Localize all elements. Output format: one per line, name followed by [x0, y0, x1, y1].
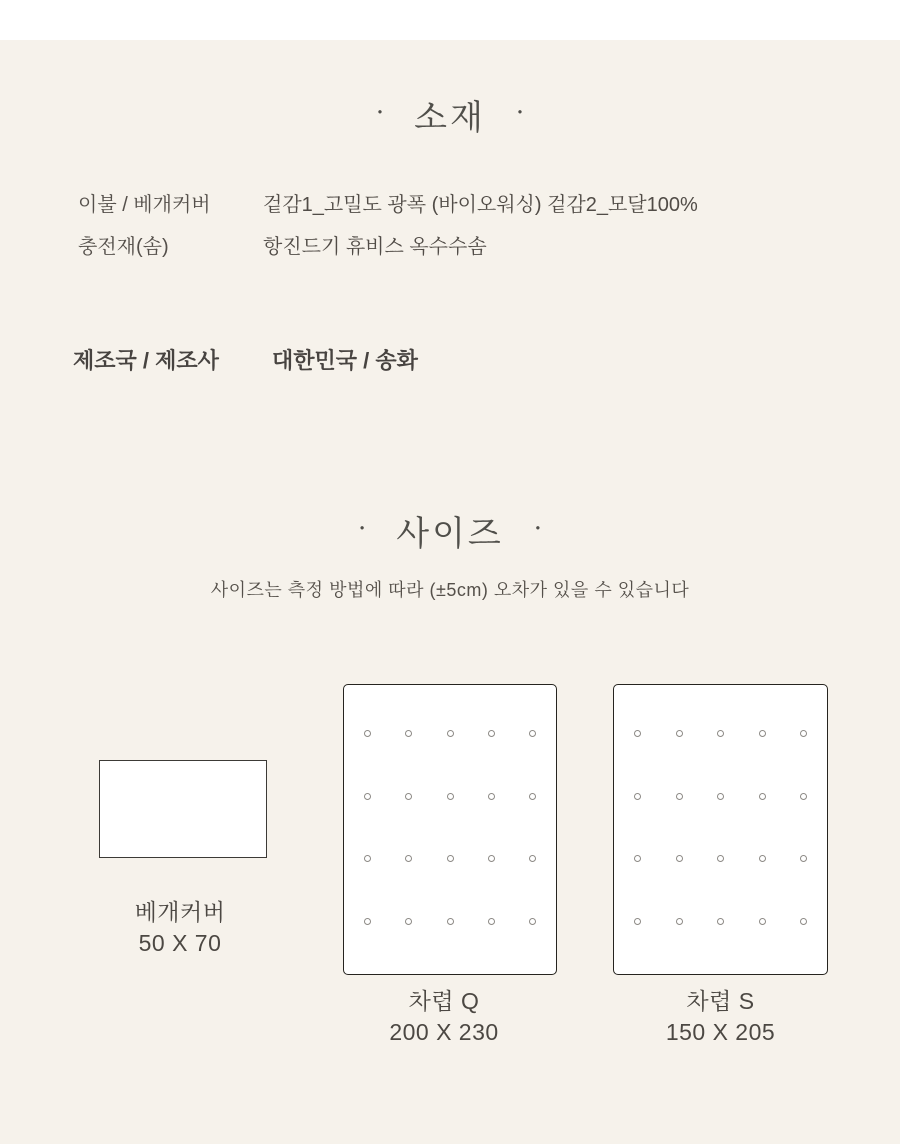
- quilt-dot: [364, 855, 371, 862]
- comforter-s-label: [613, 986, 828, 1048]
- quilt-dot: [759, 793, 766, 800]
- quilt-dot: [676, 855, 683, 862]
- quilt-dot: [529, 855, 536, 862]
- quilt-dot-row: [364, 793, 536, 800]
- spec-value: 항진드기 휴비스 옥수수솜: [263, 236, 487, 258]
- spec-row-filling: [78, 232, 840, 263]
- quilt-dot: [800, 793, 807, 800]
- title-dot-left: ·: [357, 513, 367, 544]
- quilt-dot: [676, 793, 683, 800]
- quilt-dot: [529, 730, 536, 737]
- comforter-q-label: [337, 986, 551, 1048]
- quilt-dot-row: [634, 793, 807, 800]
- top-white-strip: [0, 0, 900, 40]
- quilt-dot-row: [634, 918, 807, 925]
- item-name: 차렵 Q: [408, 988, 480, 1014]
- spec-label: 충전재(솜): [78, 236, 169, 258]
- spec-value: 겉감1_고밀도 광폭 (바이오워싱) 겉감2_모달100%: [263, 194, 698, 216]
- quilt-dot: [800, 918, 807, 925]
- quilt-dot: [634, 793, 641, 800]
- size-section-title: [0, 506, 900, 555]
- quilt-dot: [759, 855, 766, 862]
- quilt-dot: [364, 918, 371, 925]
- quilt-dot: [405, 918, 412, 925]
- spec-label: 이불 / 베개커버: [78, 194, 211, 216]
- quilt-dot: [634, 730, 641, 737]
- quilt-dot: [717, 855, 724, 862]
- quilt-dot-row: [634, 730, 807, 737]
- comforter-s-shape: [613, 684, 828, 975]
- quilt-dot: [800, 855, 807, 862]
- comforter-q-shape: [343, 684, 557, 975]
- material-spec-list: [78, 190, 840, 274]
- quilt-dot: [488, 793, 495, 800]
- quilt-dot: [634, 855, 641, 862]
- quilt-dot: [717, 918, 724, 925]
- quilt-dot: [447, 730, 454, 737]
- material-section-title: [0, 90, 900, 139]
- quilt-dot: [759, 730, 766, 737]
- quilt-dot-row: [364, 730, 536, 737]
- quilt-dot: [447, 918, 454, 925]
- item-name: 차렵 S: [686, 988, 755, 1014]
- manufacturer-label: 제조국 / 제조사: [73, 348, 219, 373]
- item-dimensions: 50 X 70: [138, 930, 222, 956]
- title-dot-left: ·: [375, 97, 385, 128]
- quilt-dot-grid: [634, 730, 807, 925]
- quilt-dot: [634, 918, 641, 925]
- item-dimensions: 150 X 205: [665, 1019, 776, 1045]
- quilt-dot-grid: [364, 730, 536, 925]
- quilt-dot: [488, 855, 495, 862]
- quilt-dot: [676, 918, 683, 925]
- manufacturer-value: 대한민국 / 송화: [272, 348, 418, 373]
- quilt-dot: [717, 730, 724, 737]
- material-title-text: 소재: [414, 98, 486, 138]
- item-name: 베개커버: [134, 899, 226, 925]
- quilt-dot: [405, 855, 412, 862]
- quilt-dot: [447, 855, 454, 862]
- quilt-dot: [800, 730, 807, 737]
- pillow-cover-shape: [99, 760, 267, 858]
- quilt-dot: [759, 918, 766, 925]
- quilt-dot-row: [634, 855, 807, 862]
- quilt-dot: [405, 793, 412, 800]
- pillow-cover-label: [96, 897, 264, 959]
- quilt-dot-row: [364, 918, 536, 925]
- quilt-dot: [717, 793, 724, 800]
- title-dot-right: ·: [515, 97, 525, 128]
- spec-row-fabric: [78, 190, 840, 221]
- quilt-dot: [529, 793, 536, 800]
- quilt-dot: [488, 918, 495, 925]
- size-title-text: 사이즈: [396, 514, 504, 554]
- size-tolerance-note: 사이즈는 측정 방법에 따라 (±5cm) 오차가 있을 수 있습니다: [210, 580, 690, 600]
- quilt-dot: [405, 730, 412, 737]
- quilt-dot: [447, 793, 454, 800]
- manufacturer-row: [73, 346, 840, 376]
- quilt-dot: [364, 730, 371, 737]
- quilt-dot: [529, 918, 536, 925]
- quilt-dot-row: [364, 855, 536, 862]
- title-dot-right: ·: [533, 513, 543, 544]
- item-dimensions: 200 X 230: [389, 1019, 499, 1045]
- quilt-dot: [364, 793, 371, 800]
- quilt-dot: [676, 730, 683, 737]
- quilt-dot: [488, 730, 495, 737]
